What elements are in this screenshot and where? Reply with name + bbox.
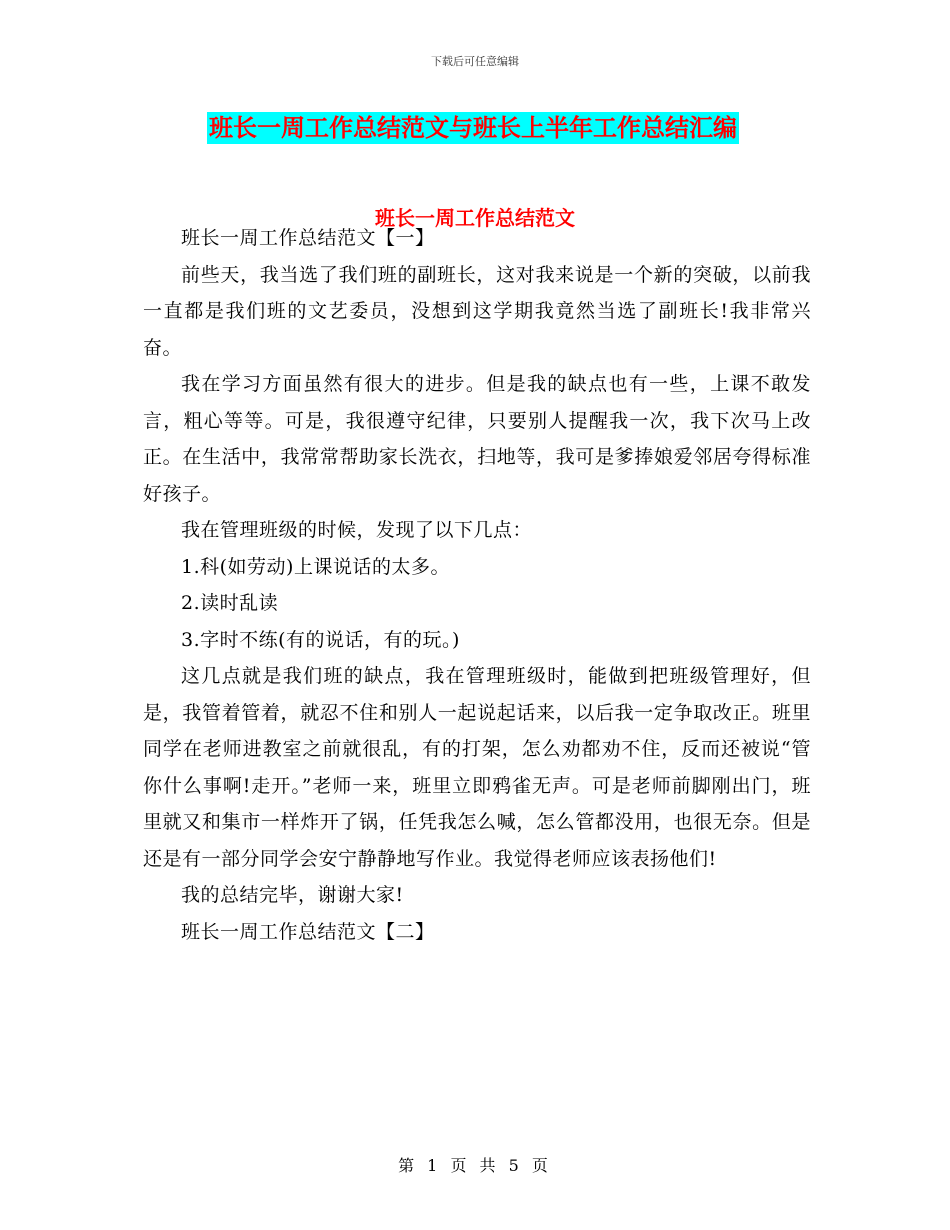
section-title: 班长一周工作总结范文 [375, 206, 575, 230]
paragraph: 这几点就是我们班的缺点，我在管理班级时，能做到把班级管理好，但是，我管着管着，就忍不住和别人一起说起话来，以后我一定争取改正。班里同学在老师进教室之前就很乱，有的打架，怎么劝都劝不住，反而还被说“管你什么事啊!走开。”老师一来，班里立即鸦雀无声。可是老师前脚刚出门，班里就又和集市一样炸开了锅，任凭我怎么喊，怎么管都没用，也很无奈。但是还是有一部分同学会安宁静静地写作业。我觉得老师应该表扬他们! [143, 665, 811, 870]
document-body [143, 220, 811, 950]
paragraph: 班长一周工作总结范文【一】 [181, 227, 435, 249]
paragraph: 我在学习方面虽然有很大的进步。但是我的缺点也有一些，上课不敢发言，粗心等等。可是，我很遵守纪律，只要别人提醒我一次，我下次马上改正。在生活中，我常常帮助家长洗衣，扫地等，我可是爹捧娘爱邻居夸得标准好孩子。 [143, 373, 811, 505]
header-note: 下载后可任意编辑 [431, 55, 519, 68]
list-item: 1.科(如劳动)上课说话的太多。 [181, 555, 450, 578]
paragraph: 前些天，我当选了我们班的副班长，这对我来说是一个新的突破，以前我一直都是我们班的文艺委员，没想到这学期我竟然当选了副班长!我非常兴奋。 [143, 263, 811, 359]
paragraph: 我在管理班级的时候，发现了以下几点： [181, 519, 533, 541]
paragraph: 我的总结完毕，谢谢大家! [181, 884, 404, 906]
list-item: 3.字时不练(有的说话，有的玩。) [181, 628, 460, 651]
list-item: 2.读时乱读 [181, 592, 279, 614]
document-title: 班长一周工作总结范文与班长上半年工作总结汇编 [209, 114, 737, 142]
paragraph: 班长一周工作总结范文【二】 [181, 920, 435, 943]
page-footer: 第 1 页 共 5 页 [398, 1156, 552, 1175]
